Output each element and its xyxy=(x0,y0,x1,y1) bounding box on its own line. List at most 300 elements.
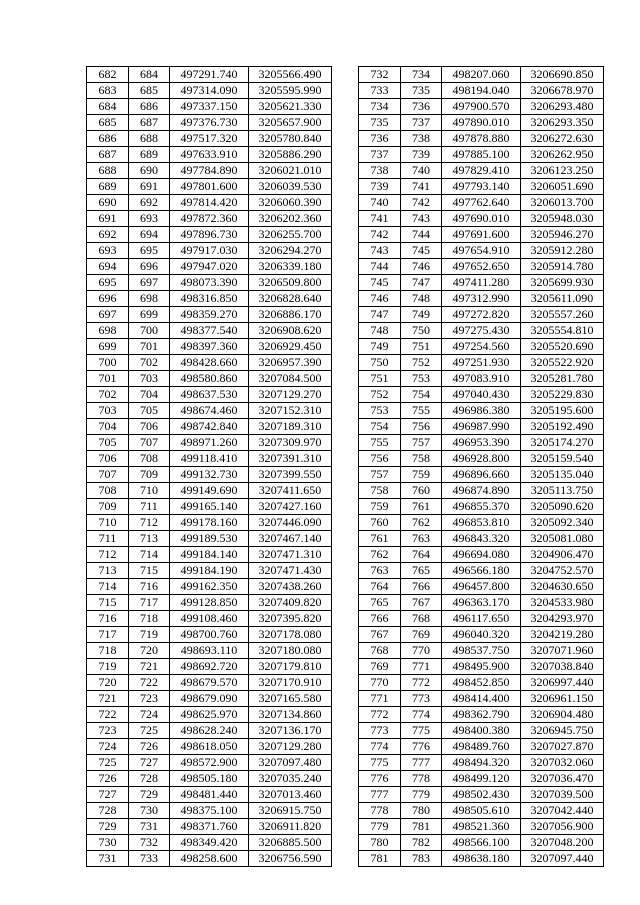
to-point-cell: 735 xyxy=(401,83,442,99)
y-coordinate-cell: 3204219.280 xyxy=(521,627,604,643)
from-point-cell: 738 xyxy=(359,163,401,179)
table-row xyxy=(87,211,332,227)
from-point-cell: 689 xyxy=(87,179,129,195)
table-row xyxy=(87,387,332,403)
to-point-cell: 779 xyxy=(401,787,442,803)
table-row xyxy=(359,387,604,403)
x-coordinate-cell: 496874.890 xyxy=(442,483,521,499)
from-point-cell: 718 xyxy=(87,643,129,659)
x-coordinate-cell: 497654.910 xyxy=(442,243,521,259)
y-coordinate-cell: 3206828.640 xyxy=(249,291,332,307)
x-coordinate-cell: 498495.900 xyxy=(442,659,521,675)
x-coordinate-cell: 497337.150 xyxy=(170,99,249,115)
to-point-cell: 766 xyxy=(401,579,442,595)
x-coordinate-cell: 496363.170 xyxy=(442,595,521,611)
table-row xyxy=(359,627,604,643)
table-row xyxy=(359,99,604,115)
to-point-cell: 768 xyxy=(401,611,442,627)
x-coordinate-cell: 497254.560 xyxy=(442,339,521,355)
table-row xyxy=(87,851,332,867)
y-coordinate-cell: 3205192.490 xyxy=(521,419,604,435)
table-row xyxy=(87,835,332,851)
table-row xyxy=(87,451,332,467)
to-point-cell: 718 xyxy=(129,611,170,627)
x-coordinate-cell: 498537.750 xyxy=(442,643,521,659)
x-coordinate-cell: 496040.320 xyxy=(442,627,521,643)
table-row xyxy=(87,115,332,131)
x-coordinate-cell: 496117.650 xyxy=(442,611,521,627)
x-coordinate-cell: 499118.410 xyxy=(170,451,249,467)
x-coordinate-cell: 498377.540 xyxy=(170,323,249,339)
table-row xyxy=(359,707,604,723)
from-point-cell: 750 xyxy=(359,355,401,371)
table-row xyxy=(359,323,604,339)
y-coordinate-cell: 3207038.840 xyxy=(521,659,604,675)
y-coordinate-cell: 3207097.480 xyxy=(249,755,332,771)
from-point-cell: 746 xyxy=(359,291,401,307)
table-row xyxy=(359,227,604,243)
from-point-cell: 708 xyxy=(87,483,129,499)
y-coordinate-cell: 3206957.390 xyxy=(249,355,332,371)
from-point-cell: 734 xyxy=(359,99,401,115)
table-row xyxy=(359,595,604,611)
to-point-cell: 770 xyxy=(401,643,442,659)
x-coordinate-cell: 498375.100 xyxy=(170,803,249,819)
y-coordinate-cell: 3206013.700 xyxy=(521,195,604,211)
table-row xyxy=(87,595,332,611)
to-point-cell: 695 xyxy=(129,243,170,259)
table-row xyxy=(87,499,332,515)
table-row xyxy=(359,307,604,323)
to-point-cell: 684 xyxy=(129,67,170,83)
x-coordinate-cell: 497793.140 xyxy=(442,179,521,195)
x-coordinate-cell: 498692.720 xyxy=(170,659,249,675)
to-point-cell: 688 xyxy=(129,131,170,147)
from-point-cell: 772 xyxy=(359,707,401,723)
from-point-cell: 724 xyxy=(87,739,129,755)
from-point-cell: 770 xyxy=(359,675,401,691)
y-coordinate-cell: 3207391.310 xyxy=(249,451,332,467)
y-coordinate-cell: 3207438.260 xyxy=(249,579,332,595)
from-point-cell: 711 xyxy=(87,531,129,547)
to-point-cell: 780 xyxy=(401,803,442,819)
y-coordinate-cell: 3206945.750 xyxy=(521,723,604,739)
to-point-cell: 709 xyxy=(129,467,170,483)
y-coordinate-cell: 3207136.170 xyxy=(249,723,332,739)
from-point-cell: 704 xyxy=(87,419,129,435)
from-point-cell: 723 xyxy=(87,723,129,739)
y-coordinate-cell: 3205946.270 xyxy=(521,227,604,243)
to-point-cell: 777 xyxy=(401,755,442,771)
x-coordinate-cell: 498494.320 xyxy=(442,755,521,771)
table-row xyxy=(359,787,604,803)
x-coordinate-cell: 497312.990 xyxy=(442,291,521,307)
from-point-cell: 737 xyxy=(359,147,401,163)
x-coordinate-cell: 498489.760 xyxy=(442,739,521,755)
table-row xyxy=(87,259,332,275)
from-point-cell: 709 xyxy=(87,499,129,515)
x-coordinate-cell: 498572.900 xyxy=(170,755,249,771)
from-point-cell: 732 xyxy=(359,67,401,83)
x-coordinate-cell: 498207.060 xyxy=(442,67,521,83)
x-coordinate-cell: 497801.600 xyxy=(170,179,249,195)
table-row xyxy=(359,499,604,515)
from-point-cell: 713 xyxy=(87,563,129,579)
y-coordinate-cell: 3206339.180 xyxy=(249,259,332,275)
from-point-cell: 780 xyxy=(359,835,401,851)
from-point-cell: 736 xyxy=(359,131,401,147)
to-point-cell: 751 xyxy=(401,339,442,355)
to-point-cell: 707 xyxy=(129,435,170,451)
from-point-cell: 754 xyxy=(359,419,401,435)
from-point-cell: 690 xyxy=(87,195,129,211)
to-point-cell: 773 xyxy=(401,691,442,707)
y-coordinate-cell: 3207036.470 xyxy=(521,771,604,787)
y-coordinate-cell: 3207056.900 xyxy=(521,819,604,835)
to-point-cell: 694 xyxy=(129,227,170,243)
y-coordinate-cell: 3204293.970 xyxy=(521,611,604,627)
y-coordinate-cell: 3205092.340 xyxy=(521,515,604,531)
y-coordinate-cell: 3206908.620 xyxy=(249,323,332,339)
to-point-cell: 741 xyxy=(401,179,442,195)
from-point-cell: 774 xyxy=(359,739,401,755)
x-coordinate-cell: 498499.120 xyxy=(442,771,521,787)
x-coordinate-cell: 497890.010 xyxy=(442,115,521,131)
x-coordinate-cell: 498638.180 xyxy=(442,851,521,867)
to-point-cell: 759 xyxy=(401,467,442,483)
to-point-cell: 756 xyxy=(401,419,442,435)
table-row xyxy=(87,307,332,323)
to-point-cell: 701 xyxy=(129,339,170,355)
from-point-cell: 721 xyxy=(87,691,129,707)
x-coordinate-cell: 496855.370 xyxy=(442,499,521,515)
table-row xyxy=(359,339,604,355)
table-row xyxy=(87,275,332,291)
y-coordinate-cell: 3207042.440 xyxy=(521,803,604,819)
to-point-cell: 750 xyxy=(401,323,442,339)
from-point-cell: 727 xyxy=(87,787,129,803)
to-point-cell: 731 xyxy=(129,819,170,835)
from-point-cell: 715 xyxy=(87,595,129,611)
y-coordinate-cell: 3207035.240 xyxy=(249,771,332,787)
x-coordinate-cell: 497040.430 xyxy=(442,387,521,403)
table-row xyxy=(359,243,604,259)
x-coordinate-cell: 498505.610 xyxy=(442,803,521,819)
from-point-cell: 697 xyxy=(87,307,129,323)
x-coordinate-cell: 498971.260 xyxy=(170,435,249,451)
y-coordinate-cell: 3207084.500 xyxy=(249,371,332,387)
to-point-cell: 732 xyxy=(129,835,170,851)
from-point-cell: 714 xyxy=(87,579,129,595)
from-point-cell: 768 xyxy=(359,643,401,659)
x-coordinate-cell: 498258.600 xyxy=(170,851,249,867)
from-point-cell: 705 xyxy=(87,435,129,451)
to-point-cell: 747 xyxy=(401,275,442,291)
from-point-cell: 701 xyxy=(87,371,129,387)
x-coordinate-cell: 497251.930 xyxy=(442,355,521,371)
from-point-cell: 685 xyxy=(87,115,129,131)
table-row xyxy=(359,419,604,435)
table-row xyxy=(87,67,332,83)
to-point-cell: 690 xyxy=(129,163,170,179)
x-coordinate-cell: 496853.810 xyxy=(442,515,521,531)
x-coordinate-cell: 497872.360 xyxy=(170,211,249,227)
table-row xyxy=(87,355,332,371)
table-row xyxy=(359,739,604,755)
table-row xyxy=(359,195,604,211)
to-point-cell: 708 xyxy=(129,451,170,467)
y-coordinate-cell: 3205611.090 xyxy=(521,291,604,307)
y-coordinate-cell: 3205159.540 xyxy=(521,451,604,467)
x-coordinate-cell: 499108.460 xyxy=(170,611,249,627)
y-coordinate-cell: 3207152.310 xyxy=(249,403,332,419)
to-point-cell: 763 xyxy=(401,531,442,547)
table-row xyxy=(359,835,604,851)
table-row xyxy=(359,723,604,739)
x-coordinate-cell: 498693.110 xyxy=(170,643,249,659)
x-coordinate-cell: 498400.380 xyxy=(442,723,521,739)
from-point-cell: 695 xyxy=(87,275,129,291)
from-point-cell: 735 xyxy=(359,115,401,131)
y-coordinate-cell: 3204533.980 xyxy=(521,595,604,611)
table-row xyxy=(87,371,332,387)
x-coordinate-cell: 496566.180 xyxy=(442,563,521,579)
x-coordinate-cell: 497917.030 xyxy=(170,243,249,259)
table-row xyxy=(87,627,332,643)
table-row xyxy=(359,803,604,819)
from-point-cell: 702 xyxy=(87,387,129,403)
y-coordinate-cell: 3206929.450 xyxy=(249,339,332,355)
from-point-cell: 755 xyxy=(359,435,401,451)
y-coordinate-cell: 3206294.270 xyxy=(249,243,332,259)
x-coordinate-cell: 498580.860 xyxy=(170,371,249,387)
to-point-cell: 752 xyxy=(401,355,442,371)
y-coordinate-cell: 3205780.840 xyxy=(249,131,332,147)
coordinate-table-left xyxy=(86,66,332,867)
y-coordinate-cell: 3206272.630 xyxy=(521,131,604,147)
y-coordinate-cell: 3207013.460 xyxy=(249,787,332,803)
x-coordinate-cell: 498073.390 xyxy=(170,275,249,291)
x-coordinate-cell: 497291.740 xyxy=(170,67,249,83)
table-row xyxy=(359,771,604,787)
y-coordinate-cell: 3205554.810 xyxy=(521,323,604,339)
table-row xyxy=(359,451,604,467)
table-row xyxy=(359,291,604,307)
y-coordinate-cell: 3207471.430 xyxy=(249,563,332,579)
to-point-cell: 728 xyxy=(129,771,170,787)
y-coordinate-cell: 3206202.360 xyxy=(249,211,332,227)
to-point-cell: 710 xyxy=(129,483,170,499)
table-row xyxy=(87,467,332,483)
x-coordinate-cell: 497411.280 xyxy=(442,275,521,291)
x-coordinate-cell: 499189.530 xyxy=(170,531,249,547)
table-row xyxy=(359,467,604,483)
y-coordinate-cell: 3205699.930 xyxy=(521,275,604,291)
to-point-cell: 729 xyxy=(129,787,170,803)
x-coordinate-cell: 497829.410 xyxy=(442,163,521,179)
coordinate-table-right xyxy=(358,66,604,867)
x-coordinate-cell: 498521.360 xyxy=(442,819,521,835)
to-point-cell: 687 xyxy=(129,115,170,131)
table-row xyxy=(87,659,332,675)
table-row xyxy=(87,435,332,451)
to-point-cell: 705 xyxy=(129,403,170,419)
to-point-cell: 700 xyxy=(129,323,170,339)
y-coordinate-cell: 3206961.150 xyxy=(521,691,604,707)
from-point-cell: 775 xyxy=(359,755,401,771)
x-coordinate-cell: 498742.840 xyxy=(170,419,249,435)
to-point-cell: 730 xyxy=(129,803,170,819)
y-coordinate-cell: 3206262.950 xyxy=(521,147,604,163)
y-coordinate-cell: 3205914.780 xyxy=(521,259,604,275)
to-point-cell: 691 xyxy=(129,179,170,195)
x-coordinate-cell: 498397.360 xyxy=(170,339,249,355)
to-point-cell: 689 xyxy=(129,147,170,163)
to-point-cell: 739 xyxy=(401,147,442,163)
to-point-cell: 742 xyxy=(401,195,442,211)
to-point-cell: 743 xyxy=(401,211,442,227)
x-coordinate-cell: 499128.850 xyxy=(170,595,249,611)
y-coordinate-cell: 3207427.160 xyxy=(249,499,332,515)
table-row xyxy=(87,739,332,755)
from-point-cell: 749 xyxy=(359,339,401,355)
x-coordinate-cell: 498679.570 xyxy=(170,675,249,691)
table-row xyxy=(359,83,604,99)
table-row xyxy=(87,419,332,435)
to-point-cell: 776 xyxy=(401,739,442,755)
table-row xyxy=(359,547,604,563)
table-row xyxy=(87,243,332,259)
from-point-cell: 745 xyxy=(359,275,401,291)
y-coordinate-cell: 3207471.310 xyxy=(249,547,332,563)
from-point-cell: 761 xyxy=(359,531,401,547)
to-point-cell: 737 xyxy=(401,115,442,131)
to-point-cell: 720 xyxy=(129,643,170,659)
y-coordinate-cell: 3206886.170 xyxy=(249,307,332,323)
table-row xyxy=(87,787,332,803)
table-row xyxy=(87,227,332,243)
from-point-cell: 752 xyxy=(359,387,401,403)
table-row xyxy=(359,819,604,835)
x-coordinate-cell: 499178.160 xyxy=(170,515,249,531)
y-coordinate-cell: 3207129.270 xyxy=(249,387,332,403)
x-coordinate-cell: 496457.800 xyxy=(442,579,521,595)
from-point-cell: 739 xyxy=(359,179,401,195)
table-row xyxy=(87,323,332,339)
to-point-cell: 686 xyxy=(129,99,170,115)
from-point-cell: 756 xyxy=(359,451,401,467)
from-point-cell: 769 xyxy=(359,659,401,675)
to-point-cell: 721 xyxy=(129,659,170,675)
from-point-cell: 726 xyxy=(87,771,129,787)
x-coordinate-cell: 499162.350 xyxy=(170,579,249,595)
y-coordinate-cell: 3207178.080 xyxy=(249,627,332,643)
to-point-cell: 765 xyxy=(401,563,442,579)
to-point-cell: 744 xyxy=(401,227,442,243)
from-point-cell: 777 xyxy=(359,787,401,803)
y-coordinate-cell: 3206690.850 xyxy=(521,67,604,83)
from-point-cell: 688 xyxy=(87,163,129,179)
x-coordinate-cell: 497878.880 xyxy=(442,131,521,147)
table-row xyxy=(359,371,604,387)
x-coordinate-cell: 497376.730 xyxy=(170,115,249,131)
table-row xyxy=(87,803,332,819)
y-coordinate-cell: 3207039.500 xyxy=(521,787,604,803)
to-point-cell: 748 xyxy=(401,291,442,307)
to-point-cell: 762 xyxy=(401,515,442,531)
y-coordinate-cell: 3207129.280 xyxy=(249,739,332,755)
table-row xyxy=(87,83,332,99)
from-point-cell: 725 xyxy=(87,755,129,771)
to-point-cell: 711 xyxy=(129,499,170,515)
to-point-cell: 715 xyxy=(129,563,170,579)
from-point-cell: 757 xyxy=(359,467,401,483)
to-point-cell: 685 xyxy=(129,83,170,99)
x-coordinate-cell: 498637.530 xyxy=(170,387,249,403)
y-coordinate-cell: 3206756.590 xyxy=(249,851,332,867)
y-coordinate-cell: 3205113.750 xyxy=(521,483,604,499)
from-point-cell: 759 xyxy=(359,499,401,515)
to-point-cell: 699 xyxy=(129,307,170,323)
y-coordinate-cell: 3205090.620 xyxy=(521,499,604,515)
table-row xyxy=(87,819,332,835)
x-coordinate-cell: 498452.850 xyxy=(442,675,521,691)
to-point-cell: 760 xyxy=(401,483,442,499)
from-point-cell: 716 xyxy=(87,611,129,627)
x-coordinate-cell: 497784.890 xyxy=(170,163,249,179)
to-point-cell: 704 xyxy=(129,387,170,403)
from-point-cell: 773 xyxy=(359,723,401,739)
from-point-cell: 684 xyxy=(87,99,129,115)
y-coordinate-cell: 3206123.250 xyxy=(521,163,604,179)
x-coordinate-cell: 498625.970 xyxy=(170,707,249,723)
from-point-cell: 700 xyxy=(87,355,129,371)
x-coordinate-cell: 498349.420 xyxy=(170,835,249,851)
table-row xyxy=(87,579,332,595)
to-point-cell: 712 xyxy=(129,515,170,531)
x-coordinate-cell: 499184.140 xyxy=(170,547,249,563)
from-point-cell: 748 xyxy=(359,323,401,339)
y-coordinate-cell: 3206997.440 xyxy=(521,675,604,691)
to-point-cell: 696 xyxy=(129,259,170,275)
from-point-cell: 758 xyxy=(359,483,401,499)
from-point-cell: 729 xyxy=(87,819,129,835)
table-row xyxy=(359,659,604,675)
x-coordinate-cell: 498502.430 xyxy=(442,787,521,803)
from-point-cell: 730 xyxy=(87,835,129,851)
from-point-cell: 767 xyxy=(359,627,401,643)
table-row xyxy=(359,563,604,579)
y-coordinate-cell: 3205886.290 xyxy=(249,147,332,163)
y-coordinate-cell: 3207309.970 xyxy=(249,435,332,451)
from-point-cell: 747 xyxy=(359,307,401,323)
to-point-cell: 749 xyxy=(401,307,442,323)
y-coordinate-cell: 3205522.920 xyxy=(521,355,604,371)
from-point-cell: 686 xyxy=(87,131,129,147)
y-coordinate-cell: 3205621.330 xyxy=(249,99,332,115)
table-row xyxy=(359,275,604,291)
y-coordinate-cell: 3207071.960 xyxy=(521,643,604,659)
x-coordinate-cell: 498428.660 xyxy=(170,355,249,371)
to-point-cell: 782 xyxy=(401,835,442,851)
to-point-cell: 738 xyxy=(401,131,442,147)
to-point-cell: 783 xyxy=(401,851,442,867)
table-row xyxy=(87,563,332,579)
y-coordinate-cell: 3205566.490 xyxy=(249,67,332,83)
x-coordinate-cell: 497272.820 xyxy=(442,307,521,323)
to-point-cell: 706 xyxy=(129,419,170,435)
from-point-cell: 764 xyxy=(359,579,401,595)
